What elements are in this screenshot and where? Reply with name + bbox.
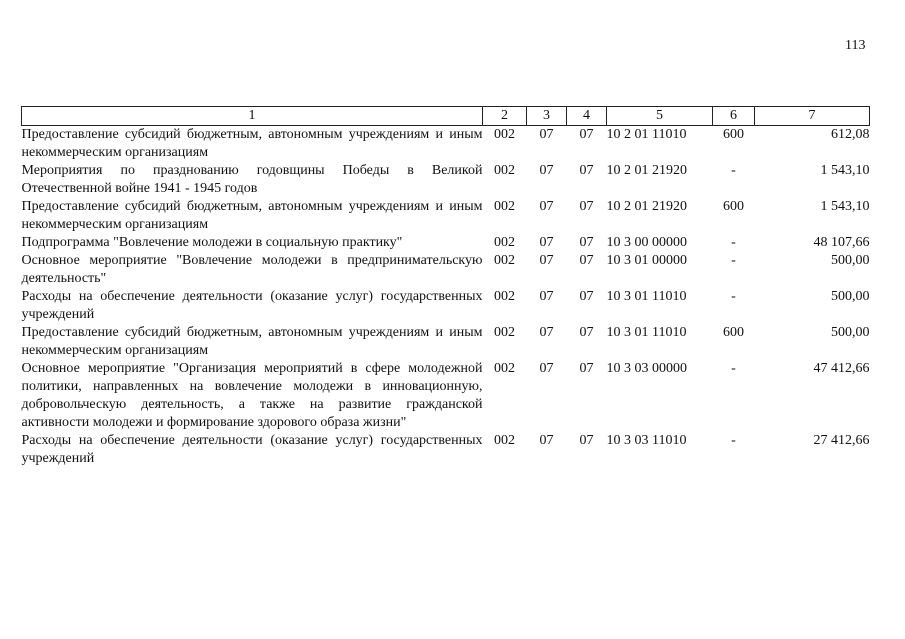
header-row xyxy=(22,107,870,126)
row-col-6: - xyxy=(731,235,736,250)
row-col-5: 10 2 01 21920 xyxy=(606,163,687,178)
row-col-7: 500,00 xyxy=(831,289,870,304)
table-row xyxy=(22,234,870,252)
row-col-4: 07 xyxy=(579,127,594,142)
row-col-7: 27 412,66 xyxy=(813,433,870,448)
row-col-4: 07 xyxy=(579,325,594,340)
row-col-2: 002 xyxy=(494,361,515,376)
header-col-3: 3 xyxy=(527,107,567,126)
row-col-2: 002 xyxy=(494,253,515,268)
row-col-6: 600 xyxy=(723,325,744,340)
row-col-3: 07 xyxy=(539,325,554,340)
row-col-3: 07 xyxy=(539,127,554,142)
table-row xyxy=(22,288,870,324)
row-col-6: - xyxy=(731,433,736,448)
row-col-4: 07 xyxy=(579,361,594,376)
row-col-5: 10 3 01 11010 xyxy=(606,325,687,340)
row-col-4: 07 xyxy=(579,433,594,448)
row-col-7: 1 543,10 xyxy=(820,163,870,178)
row-col-7: 48 107,66 xyxy=(813,235,870,250)
table-row xyxy=(22,432,870,468)
row-description: Расходы на обеспечение деятельности (оказание услуг) государственных учреждений xyxy=(21,289,483,322)
row-col-5: 10 2 01 11010 xyxy=(606,127,687,142)
table-row xyxy=(22,162,870,198)
page-number: 113 xyxy=(845,38,866,53)
row-col-6: 600 xyxy=(723,127,744,142)
header-col-5: 5 xyxy=(607,107,713,126)
table-row xyxy=(22,324,870,360)
row-col-3: 07 xyxy=(539,199,554,214)
table-row xyxy=(22,252,870,288)
row-col-2: 002 xyxy=(494,163,515,178)
row-col-5: 10 3 01 00000 xyxy=(606,253,687,268)
row-col-6: - xyxy=(731,163,736,178)
row-col-4: 07 xyxy=(579,289,594,304)
row-description: Предоставление субсидий бюджетным, автономным учреждениям и иным некоммерческим организациям xyxy=(21,325,483,358)
row-col-2: 002 xyxy=(494,433,515,448)
row-col-2: 002 xyxy=(494,325,515,340)
row-col-5: 10 2 01 21920 xyxy=(606,199,687,214)
header-col-6: 6 xyxy=(713,107,755,126)
row-col-5: 10 3 01 11010 xyxy=(606,289,687,304)
row-col-7: 500,00 xyxy=(831,253,870,268)
row-description: Расходы на обеспечение деятельности (оказание услуг) государственных учреждений xyxy=(21,433,483,466)
row-col-5: 10 3 00 00000 xyxy=(606,235,687,250)
row-col-6: - xyxy=(731,289,736,304)
row-col-4: 07 xyxy=(579,235,594,250)
budget-table xyxy=(21,106,870,468)
row-description: Основное мероприятие "Вовлечение молодежи в предпринимательскую деятельность" xyxy=(21,253,483,286)
row-col-3: 07 xyxy=(539,163,554,178)
row-col-4: 07 xyxy=(579,253,594,268)
row-col-3: 07 xyxy=(539,361,554,376)
row-description: Мероприятия по празднованию годовщины Победы в Великой Отечественной войне 1941 - 1945 годов xyxy=(21,163,483,196)
row-col-2: 002 xyxy=(494,289,515,304)
row-description: Предоставление субсидий бюджетным, автономным учреждениям и иным некоммерческим организациям xyxy=(21,199,483,232)
row-description: Основное мероприятие "Организация мероприятий в сфере молодежной политики, направленных на вовлечение молодежи в инновационную, добровольческую деятельность, а также на развитие гражданской активности молодежи и формирование здорового образа жизни" xyxy=(21,361,483,430)
table-row xyxy=(22,360,870,432)
table-row xyxy=(22,198,870,234)
row-col-2: 002 xyxy=(494,235,515,250)
row-col-2: 002 xyxy=(494,199,515,214)
row-description: Предоставление субсидий бюджетным, автономным учреждениям и иным некоммерческим организациям xyxy=(21,127,483,160)
row-col-3: 07 xyxy=(539,289,554,304)
row-col-7: 1 543,10 xyxy=(820,199,870,214)
row-col-7: 500,00 xyxy=(831,325,870,340)
header-col-2: 2 xyxy=(483,107,527,126)
row-description: Подпрограмма "Вовлечение молодежи в социальную практику" xyxy=(21,235,403,250)
row-col-7: 612,08 xyxy=(831,127,870,142)
row-col-3: 07 xyxy=(539,235,554,250)
row-col-6: 600 xyxy=(723,199,744,214)
row-col-3: 07 xyxy=(539,253,554,268)
header-col-1: 1 xyxy=(22,107,483,126)
row-col-5: 10 3 03 00000 xyxy=(606,361,687,376)
row-col-2: 002 xyxy=(494,127,515,142)
row-col-6: - xyxy=(731,253,736,268)
header-col-4: 4 xyxy=(567,107,607,126)
row-col-5: 10 3 03 11010 xyxy=(606,433,687,448)
row-col-4: 07 xyxy=(579,163,594,178)
row-col-3: 07 xyxy=(539,433,554,448)
row-col-7: 47 412,66 xyxy=(813,361,870,376)
row-col-6: - xyxy=(731,361,736,376)
header-col-7: 7 xyxy=(755,107,870,126)
table-row xyxy=(22,126,870,163)
row-col-4: 07 xyxy=(579,199,594,214)
